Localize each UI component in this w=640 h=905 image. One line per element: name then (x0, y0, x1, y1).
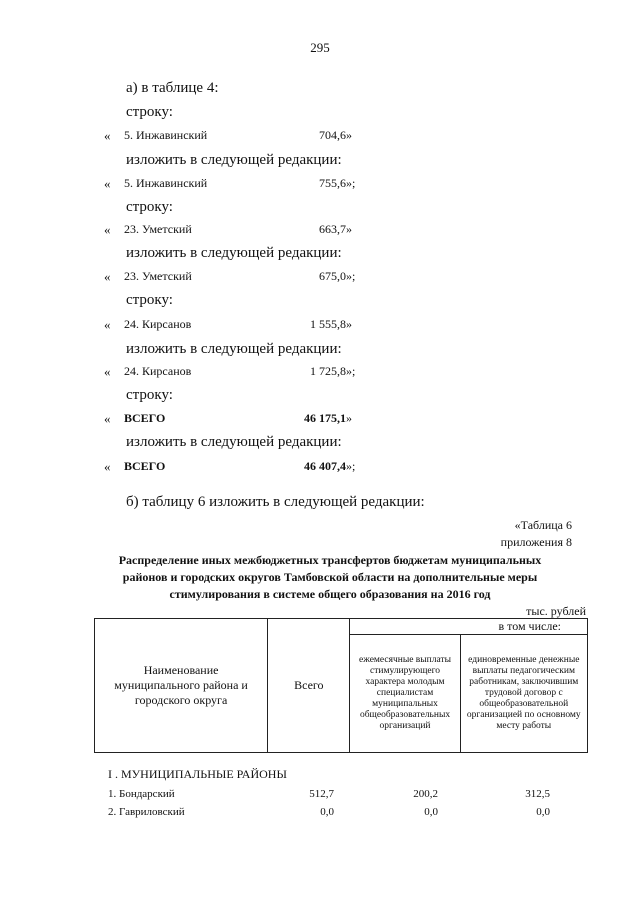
entry-value: 46 175,1 (304, 411, 346, 425)
district-value-onetime: 312,5 (525, 788, 550, 800)
entry-value: 46 407,4 (304, 459, 346, 473)
district-name: 1. Бондарский (108, 788, 175, 800)
header-including: в том числе: (350, 619, 588, 635)
close-quote: » (346, 222, 352, 236)
entry-value: 663,7 (319, 222, 346, 236)
section-b-heading: б) таблицу 6 изложить в следующей редакции: (126, 494, 425, 510)
open-quote: « (104, 411, 111, 426)
close-quote: » (346, 411, 352, 425)
entry-label: изложить в следующей редакции: (126, 434, 342, 450)
unit-label: тыс. рублей (526, 604, 586, 618)
section-municipal-districts: I . МУНИЦИПАЛЬНЫЕ РАЙОНЫ (108, 767, 287, 781)
distribution-table-header (94, 618, 588, 753)
open-quote: « (104, 269, 111, 284)
header-name-text: Наименование муниципального района и городского округа (114, 663, 248, 707)
close-quote: »; (346, 459, 356, 473)
entry-name: 23. Уметский (124, 222, 192, 236)
entry-label: изложить в следующей редакции: (126, 341, 342, 357)
table-title: Распределение иных межбюджетных трансфертов бюджетам муниципальных районов и городских округов Тамбовской области на дополнительные меры стимулирования в системе общего образования на 2016 год (118, 553, 542, 601)
close-quote: »; (346, 176, 356, 190)
entry-name: 23. Уметский (124, 269, 192, 283)
district-value-onetime: 0,0 (536, 806, 550, 818)
district-total: 512,7 (309, 788, 334, 800)
entry-label: строку: (126, 199, 173, 215)
entry-label: строку: (126, 292, 173, 308)
header-total: Всего (268, 619, 350, 753)
entry-value: 1 725,8 (310, 364, 346, 378)
district-value-monthly: 0,0 (424, 806, 438, 818)
header-sub-onetime: единовременные денежные выплаты педагогическим работникам, заключившим трудовой договор с общеобразовательной организацией по основному месту работы (460, 635, 587, 753)
district-total: 0,0 (320, 806, 334, 818)
entry-name: 5. Инжавинский (124, 176, 208, 190)
open-quote: « (104, 128, 111, 143)
entry-name: 24. Кирсанов (124, 317, 192, 331)
close-quote: » (346, 317, 352, 331)
open-quote: « (104, 459, 111, 474)
open-quote: « (104, 176, 111, 191)
entry-value: 704,6 (319, 128, 346, 142)
close-quote: »; (346, 364, 356, 378)
entry-name: ВСЕГО (124, 459, 166, 473)
close-quote: »; (346, 269, 356, 283)
entry-label: изложить в следующей редакции: (126, 152, 342, 168)
entry-value: 1 555,8 (310, 317, 346, 331)
open-quote: « (104, 317, 111, 332)
table-caption-number: «Таблица 6 (514, 518, 572, 532)
page-number: 295 (310, 40, 330, 55)
entry-name: 5. Инжавинский (124, 128, 208, 142)
header-name (95, 619, 268, 753)
close-quote: » (346, 128, 352, 142)
header-sub-monthly: ежемесячные выплаты стимулирующего характера молодым специалистам муниципальных общеобразовательных организаций (350, 635, 460, 753)
entry-value: 675,0 (319, 269, 346, 283)
entry-name: ВСЕГО (124, 411, 166, 425)
district-value-monthly: 200,2 (413, 788, 438, 800)
district-name: 2. Гавриловский (108, 806, 185, 818)
entry-label: строку: (126, 104, 173, 120)
open-quote: « (104, 364, 111, 379)
entry-label: строку: (126, 387, 173, 403)
entry-name: 24. Кирсанов (124, 364, 192, 378)
entry-value: 755,6 (319, 176, 346, 190)
open-quote: « (104, 222, 111, 237)
section-a-heading: а) в таблице 4: (126, 80, 219, 96)
table-caption-appendix: приложения 8 (500, 535, 572, 549)
entry-label: изложить в следующей редакции: (126, 245, 342, 261)
